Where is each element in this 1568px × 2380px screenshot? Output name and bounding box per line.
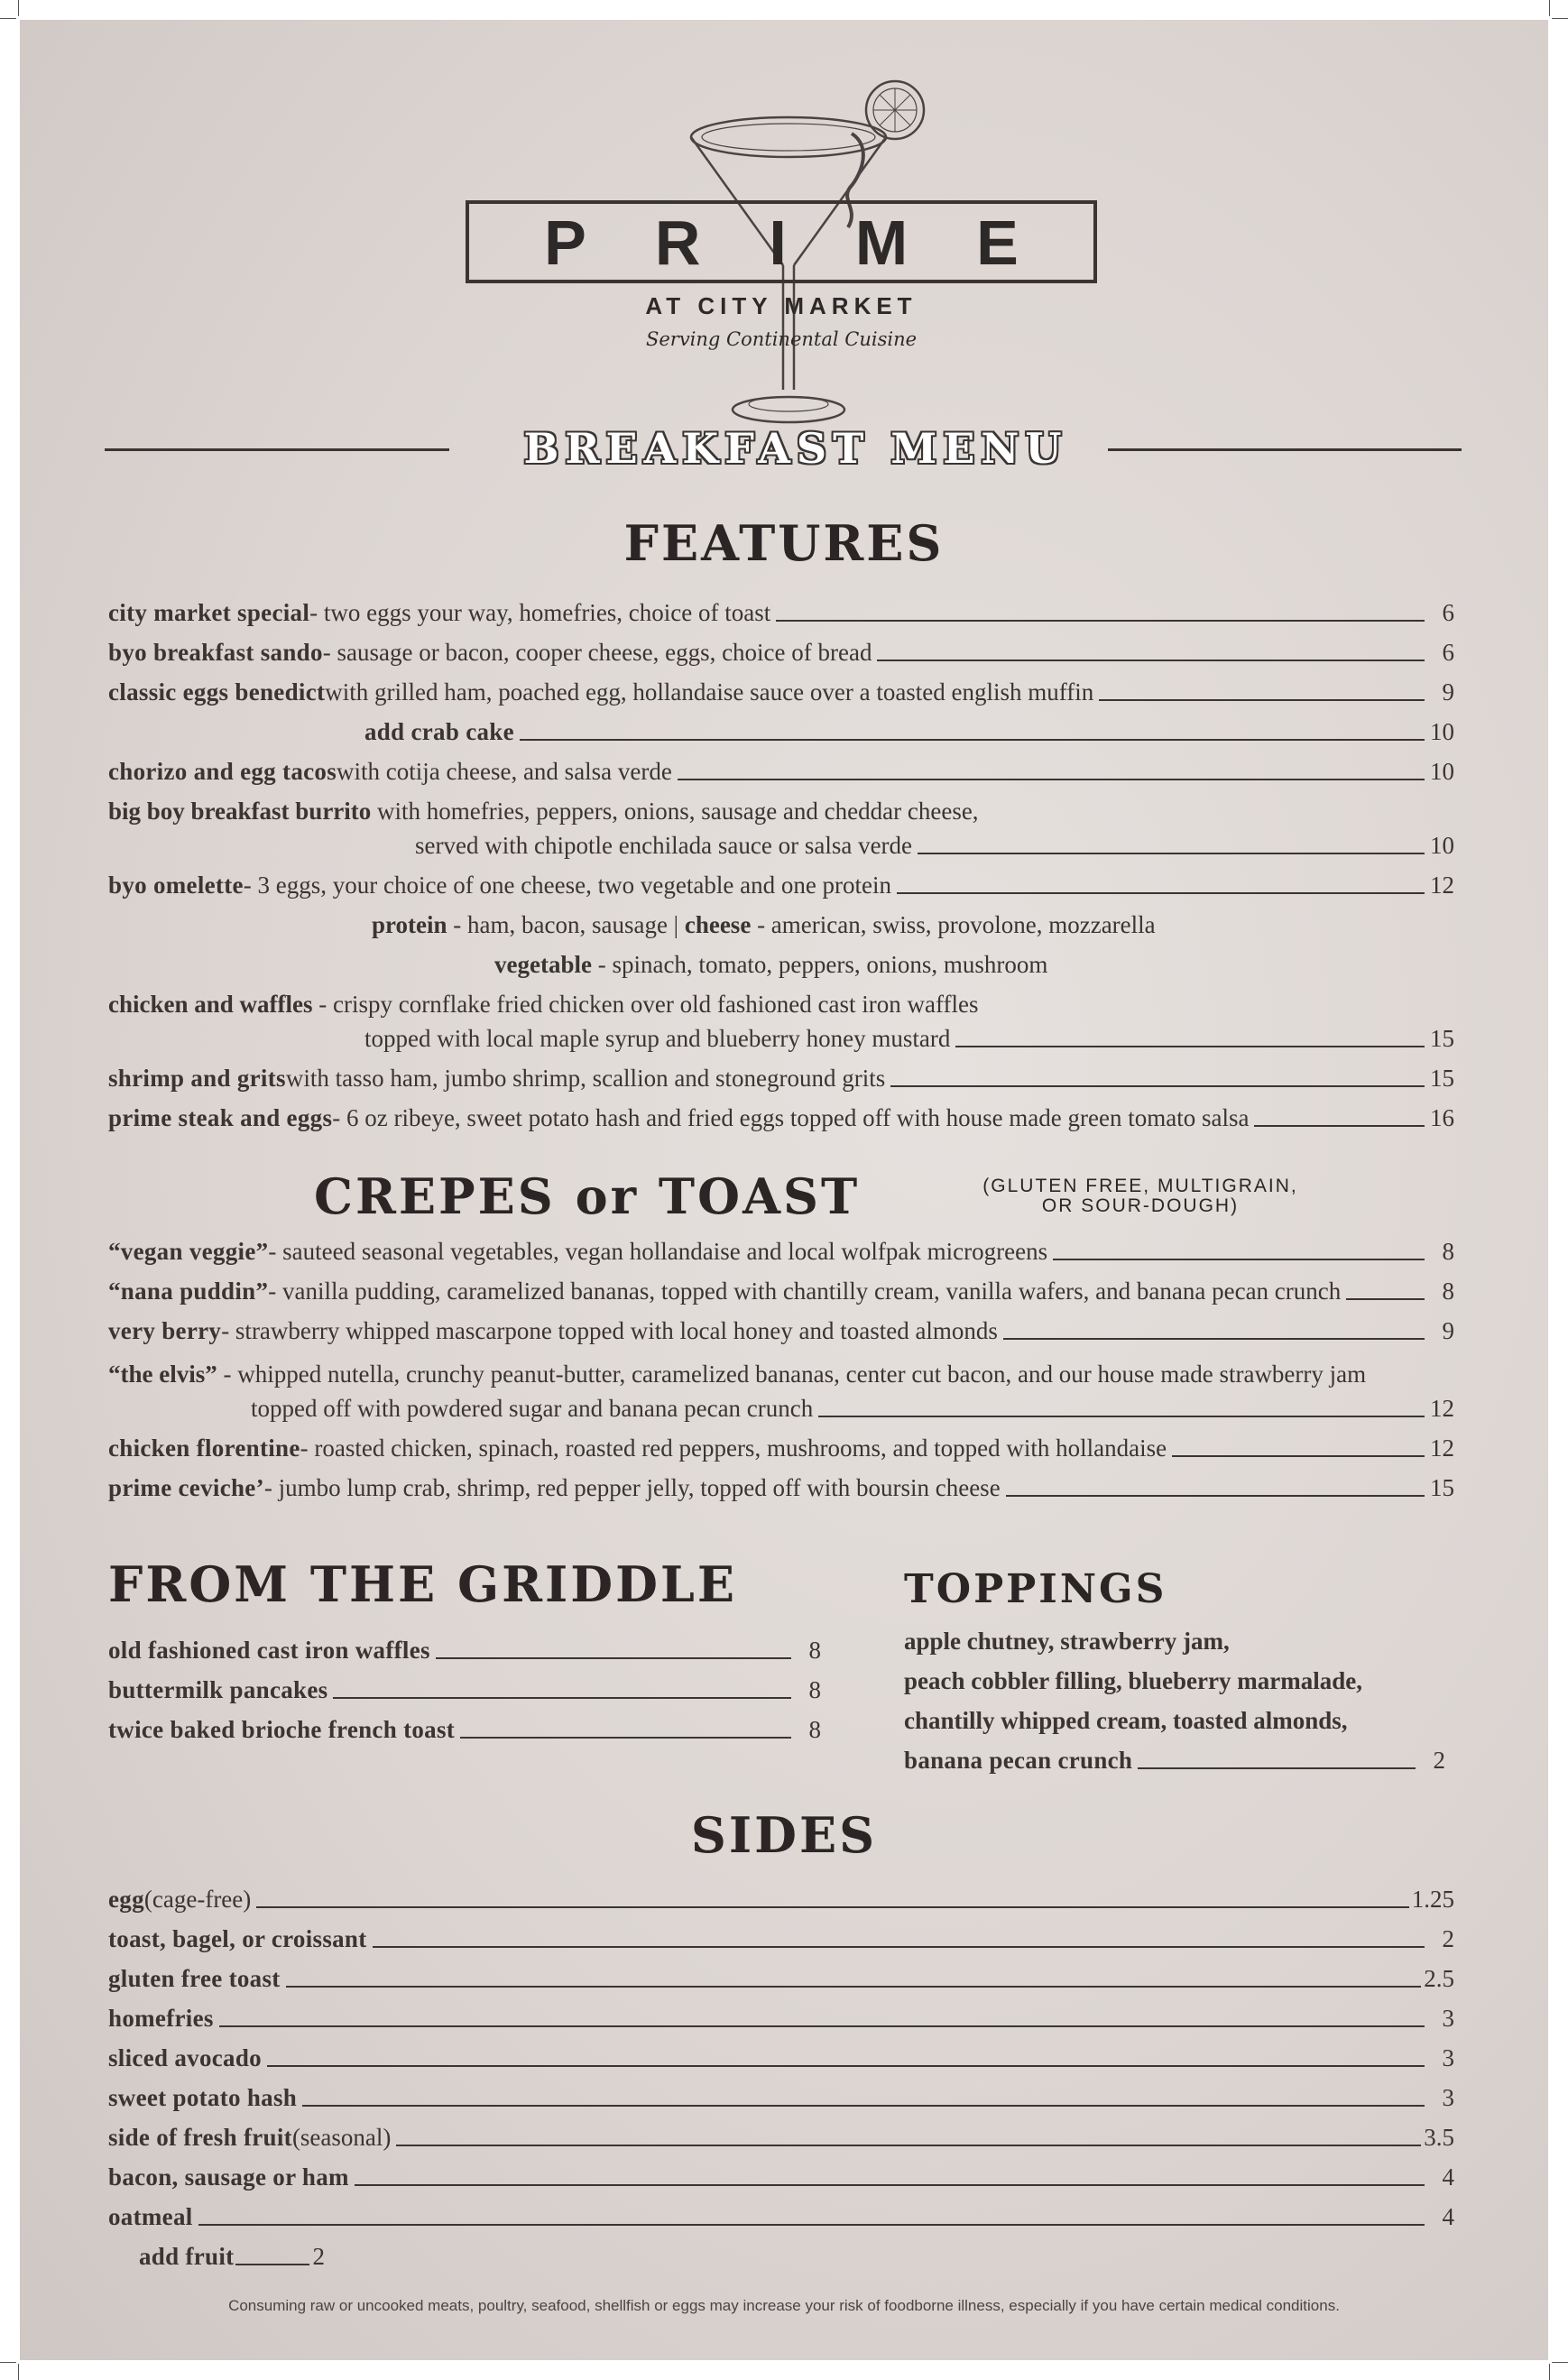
menu-item [108, 1923, 1454, 1954]
item-desc: - whipped nutella, crunchy peanut-butter, caramelized bananas, center cut bacon, and our house made strawberry jam [217, 1361, 1367, 1388]
item-price: 4 [1442, 2163, 1454, 2191]
item-desc: with homefries, peppers, onions, sausage and cheddar cheese, [371, 798, 979, 825]
menu-item [108, 1963, 1454, 1994]
item-price: 3 [1442, 2005, 1454, 2032]
menu-item [108, 2043, 1454, 2073]
menu-item [108, 2082, 1454, 2113]
title-rule-left [105, 448, 449, 451]
item-desc: served with chipotle enchilada sauce or salsa verde [415, 832, 913, 859]
item-price: 16 [1430, 1104, 1454, 1131]
crop-mark [0, 2362, 16, 2363]
menu-item [108, 2003, 1454, 2034]
crop-mark [1552, 18, 1568, 19]
item-price: 2 [1433, 1747, 1445, 1774]
toppings-line: banana pecan crunch 2 [904, 1747, 1445, 1774]
menu-item [108, 2201, 1454, 2232]
item-price: 3.5 [1424, 2124, 1454, 2151]
menu-item [108, 637, 1454, 668]
item-name: egg [108, 1886, 144, 1913]
item-name: homefries [108, 2005, 214, 2032]
item-name: very berry [108, 1317, 222, 1344]
item-price: 12 [1430, 1395, 1454, 1422]
item-price: 15 [1430, 1065, 1454, 1092]
toppings-line: apple chutney, strawberry jam, [904, 1628, 1230, 1655]
menu-item [108, 989, 978, 1019]
item-price: 2.5 [1424, 1965, 1454, 1992]
menu-item [108, 870, 1454, 900]
item-desc: - 3 eggs, your choice of one cheese, two vegetable and one protein [243, 872, 892, 899]
menu-item [108, 1063, 1454, 1093]
menu-item [108, 677, 1454, 707]
crop-mark [0, 18, 16, 19]
menu-title: BREAKFAST MENU [523, 424, 1068, 473]
item-name: prime ceviche’ [108, 1474, 264, 1501]
omelette-options: vegetable - spinach, tomato, peppers, onions, mushroom [494, 951, 1048, 978]
griddle-heading: FROM THE GRIDDLE [108, 1555, 738, 1613]
item-price: 8 [1442, 1278, 1454, 1305]
item-name: twice baked brioche french toast [108, 1716, 456, 1743]
menu-item-cont [364, 1023, 1454, 1054]
item-name: “nana puddin” [108, 1278, 269, 1305]
item-price: 8 [808, 1716, 821, 1743]
item-price: 15 [1430, 1474, 1454, 1501]
menu-page [20, 20, 1548, 2360]
menu-item [108, 1635, 821, 1665]
toppings-line: peach cobbler filling, blueberry marmalade, [904, 1667, 1362, 1694]
menu-item-cont [415, 830, 1454, 861]
crepes-bread-note: (GLUTEN FREE, MULTIGRAIN, OR SOUR-DOUGH) [982, 1176, 1298, 1216]
item-name: bacon, sausage or ham [108, 2163, 349, 2191]
menu-item [108, 1276, 1454, 1306]
menu-item [108, 1884, 1454, 1914]
item-name: old fashioned cast iron waffles [108, 1637, 430, 1664]
menu-item [108, 1433, 1454, 1463]
brand-subtitle: AT CITY MARKET [645, 292, 918, 319]
item-desc: - strawberry whipped mascarpone topped with local honey and toasted almonds [221, 1317, 998, 1344]
food-safety-disclaimer: Consuming raw or uncooked meats, poultry, seafood, shellfish or eggs may increase your risk of foodborne illness, especially if you have certain medical conditions. [228, 2297, 1340, 2314]
crop-mark [18, 2364, 19, 2380]
item-price: 8 [808, 1676, 821, 1703]
item-name: sweet potato hash [108, 2084, 298, 2111]
menu-item [108, 2122, 1454, 2153]
crop-mark [18, 0, 19, 16]
item-name: city market special [108, 599, 310, 626]
item-price: 8 [1442, 1238, 1454, 1265]
item-name: chicken and waffles [108, 991, 313, 1018]
crop-mark [1552, 2362, 1568, 2363]
item-price: 10 [1430, 758, 1454, 785]
menu-item [108, 597, 1454, 628]
item-desc: topped with local maple syrup and blueberry honey mustard [364, 1025, 951, 1052]
item-price: 2 [1442, 1925, 1454, 1952]
item-desc: - sauteed seasonal vegetables, vegan hollandaise and local wolfpak microgreens [268, 1238, 1048, 1265]
item-price: 3 [1442, 2044, 1454, 2071]
crepes-heading: CREPES or TOAST [314, 1167, 861, 1225]
menu-item [108, 1472, 1454, 1503]
menu-item [139, 2241, 325, 2272]
item-price: 1.25 [1411, 1886, 1454, 1913]
menu-item [108, 2162, 1454, 2192]
menu-item [364, 716, 1454, 747]
item-price: 15 [1430, 1025, 1454, 1052]
item-desc: with cotija cheese, and salsa verde [337, 758, 672, 785]
brand-tagline: Serving Continental Cuisine [645, 328, 918, 350]
omelette-options: protein - ham, bacon, sausage | cheese - american, swiss, provolone, mozzarella [372, 911, 1156, 938]
item-price: 10 [1430, 832, 1454, 859]
item-name: shrimp and grits [108, 1065, 286, 1092]
item-name: “vegan veggie” [108, 1238, 269, 1265]
item-desc: - roasted chicken, spinach, roasted red peppers, mushrooms, and topped with hollandaise [300, 1434, 1167, 1462]
menu-item [108, 1102, 1454, 1133]
item-name: big boy breakfast burrito [108, 798, 372, 825]
item-price: 8 [808, 1637, 821, 1664]
item-price: 10 [1430, 718, 1454, 745]
toppings-line: chantilly whipped cream, toasted almonds, [904, 1707, 1348, 1734]
item-name: add crab cake [364, 718, 514, 745]
item-price: 4 [1442, 2203, 1454, 2230]
item-name: byo omelette [108, 872, 244, 899]
crop-mark [1549, 2364, 1550, 2380]
item-name: “the elvis” [108, 1361, 217, 1388]
item-desc: - jumbo lump crab, shrimp, red pepper jelly, topped off with boursin cheese [263, 1474, 1001, 1501]
item-price: 9 [1442, 1317, 1454, 1344]
item-name: chorizo and egg tacos [108, 758, 337, 785]
menu-item [108, 1236, 1454, 1267]
item-desc: - vanilla pudding, caramelized bananas, topped with chantilly cream, vanilla wafers, and banana pecan crunch [268, 1278, 1342, 1305]
item-name: chicken florentine [108, 1434, 300, 1462]
item-desc: - 6 oz ribeye, sweet potato hash and fried eggs topped off with house made green tomato salsa [332, 1104, 1250, 1131]
item-name: add fruit [139, 2243, 235, 2270]
item-price: 3 [1442, 2084, 1454, 2111]
crop-mark [1549, 0, 1550, 16]
item-desc: topped off with powdered sugar and banana pecan crunch [251, 1395, 814, 1422]
menu-item-cont [251, 1393, 1454, 1424]
menu-item [108, 1674, 821, 1705]
menu-item [108, 756, 1454, 787]
item-name: byo breakfast sando [108, 639, 323, 666]
item-name: side of fresh fruit [108, 2124, 292, 2151]
item-name: classic eggs benedict [108, 678, 326, 706]
item-name: sliced avocado [108, 2044, 262, 2071]
menu-item [108, 1359, 1366, 1389]
item-price: 2 [312, 2243, 325, 2270]
item-desc: (seasonal) [291, 2124, 392, 2151]
menu-item [108, 1315, 1454, 1346]
item-desc: - sausage or bacon, cooper cheese, eggs, choice of bread [322, 639, 872, 666]
menu-item [108, 796, 979, 826]
features-heading: FEATURES [623, 514, 945, 572]
item-price: 6 [1442, 639, 1454, 666]
item-price: 6 [1442, 599, 1454, 626]
brand-name: PRIME [544, 208, 1087, 278]
item-desc: - two eggs your way, homefries, choice of toast [309, 599, 771, 626]
title-rule-right [1108, 448, 1462, 451]
item-name: gluten free toast [108, 1965, 281, 1992]
item-name: oatmeal [108, 2203, 193, 2230]
menu-item [108, 1714, 821, 1745]
item-price: 9 [1442, 678, 1454, 706]
item-name: prime steak and eggs [108, 1104, 333, 1131]
sides-heading: SIDES [690, 1806, 878, 1864]
item-price: 12 [1430, 872, 1454, 899]
item-name: toast, bagel, or croissant [108, 1925, 367, 1952]
item-desc: with tasso ham, jumbo shrimp, scallion and stoneground grits [285, 1065, 886, 1092]
item-desc: (cage-free) [143, 1886, 252, 1913]
item-desc: with grilled ham, poached egg, hollandaise sauce over a toasted english muffin [325, 678, 1094, 706]
item-name: buttermilk pancakes [108, 1676, 328, 1703]
item-price: 12 [1430, 1434, 1454, 1462]
toppings-heading: TOPPINGS [904, 1566, 1167, 1612]
item-desc: - crispy cornflake fried chicken over old fashioned cast iron waffles [312, 991, 979, 1018]
